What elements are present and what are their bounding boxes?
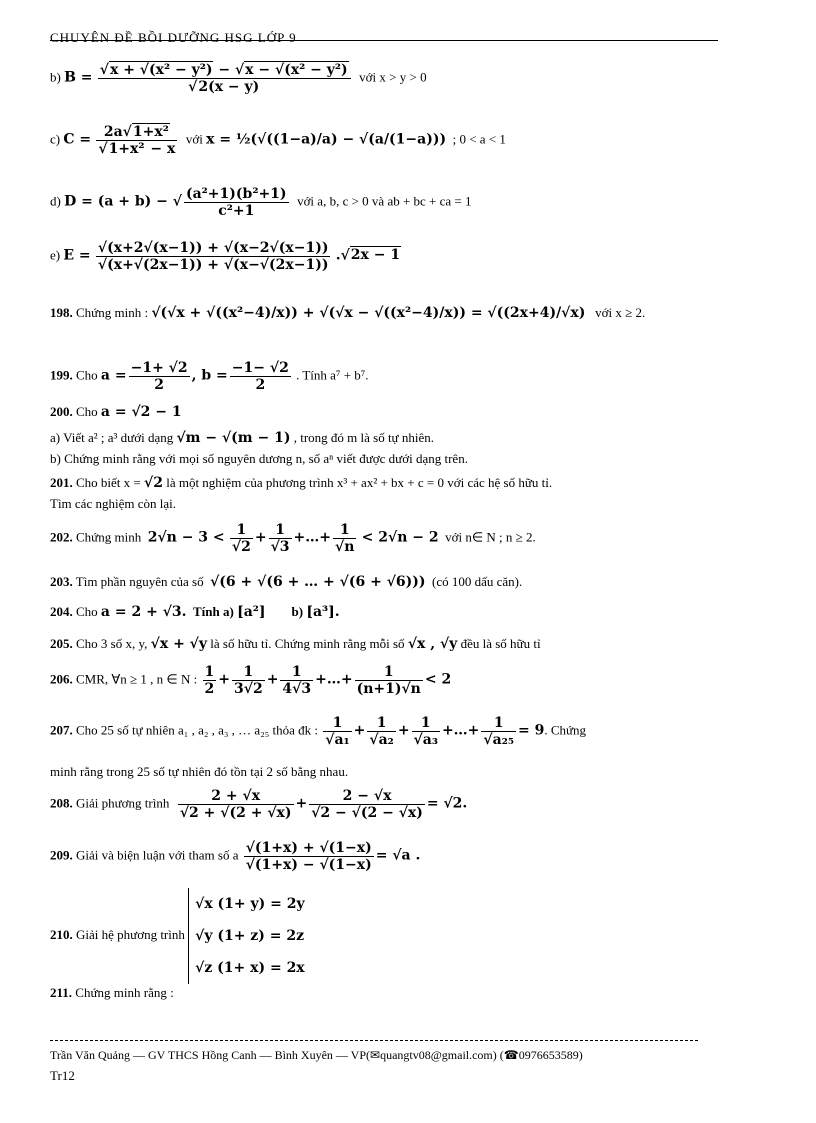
problem-200: 200. Cho a = √2 − 1: [50, 404, 182, 420]
problem-210: 210. Giải hệ phương trình √x (1+ y) = 2y √y (1+ z) = 2z √z (1+ x) = 2x: [50, 888, 305, 984]
problem-208: 208. Giải phương trình $\frac{2 + √x}{√2 + √(2 + √x)}$ + $\frac{2 - √x}{√2 - √(2 - √x)}$ = √2.: [50, 788, 468, 821]
equation-system: √x (1+ y) = 2y √y (1+ z) = 2z √z (1+ x) = 2x: [188, 888, 305, 984]
problem-204: 204. Cho a = 2 + √3. Tính a) [a²] b) [a³].: [50, 604, 340, 620]
problem-207-line2: minh rằng trong 25 số tự nhiên đó tồn tại 2 số bằng nhau.: [50, 764, 349, 779]
problem-203: 203. Tìm phần nguyên của số √(6 + √(6 + … + √(6 + √6))) (có 100 dấu căn).: [50, 574, 523, 590]
problem-202: 202. Chứng minh 2√n − 3 < $\frac{1}{√2}$ + $\frac{1}{√3}$ +…+ $\frac{1}{√n}$ < 2√n − 2 với n∈ N ; n ≥ 2.: [50, 522, 536, 555]
problem-199: 199. Cho a = $\frac{-1+ √2}{2}$ , b = $\frac{-1- √2}{2}$ . Tính a⁷ + b⁷.: [50, 360, 369, 393]
header-rule: [50, 40, 718, 41]
item-c: c) C = $\frac{\text{2a√1+x²}}{\text{√1+x² − x}}$ với x = ½(√((1−a)/a) − √(a/(1−a))) ; 0 < a < 1: [50, 124, 506, 157]
problem-201: 201. Cho biết x = √2 là một nghiệm của phương trình x³ + ax² + bx + c = 0 với các hệ số hữu tỉ.: [50, 475, 553, 491]
problem-200-a: a) Viết a² ; a³ dưới dạng √m − √(m − 1) , trong đó m là số tự nhiên.: [50, 430, 434, 446]
page-number: Tr12: [50, 1068, 75, 1083]
problem-201-line2: Tìm các nghiệm còn lại.: [50, 496, 176, 511]
problem-207: 207. Cho 25 số tự nhiên a₁ , a₂ , a₃ , … a₂₅ thỏa đk : $\frac{1}{\text{√a₁}}$ + $\frac{1}{\text{√a₂}}$ + $\frac{1}{\text{√a₃}}$ +…+ $\frac{1}{\text{√a₂₅}}$ = 9. Chứng: [50, 715, 587, 748]
problem-205: 205. Cho 3 số x, y, √x + √y là số hữu tỉ. Chứng minh rằng mỗi số √x , √y đều là số hữu tỉ: [50, 636, 541, 652]
problem-198: 198. Chứng minh : √(√x + √((x²−4)/x)) + √(√x − √((x²−4)/x)) = √((2x+4)/√x) với x ≥ 2.: [50, 305, 646, 321]
problem-211: 211. Chứng minh rằng :: [50, 985, 174, 1000]
footer-author: Trần Văn Quảng — GV THCS Hồng Canh — Bình Xuyên — VP(✉quangtv08@gmail.com) (☎0976653589): [50, 1048, 583, 1062]
problem-209: 209. Giải và biện luận với tham số a $\frac{√(1+x) + √(1-x)}{√(1+x) - √(1-x)}$ = √a .: [50, 840, 421, 873]
page-header: CHUYÊN ĐỀ BỒI DƯỠNG HSG LỚP 9: [50, 30, 297, 45]
item-d: d) D = (a + b) − √ $\frac{\text{(a²+1)(b²+1)}}{\text{c²+1}}$ với a, b, c > 0 và ab + bc + ca = 1: [50, 186, 472, 219]
problem-206: 206. CMR, ∀n ≥ 1 , n ∈ N : $\frac{1}{2}$ + $\frac{1}{3√2}$ + $\frac{1}{4√3}$ +…+ $\frac{1}{(n+1)√n}$ < 2: [50, 664, 452, 697]
item-b: b) B = $\frac{\text{√x + √(x² − y²) − √x − √(x² − y²)}}{√2(x - y)}$ với x > y > 0: [50, 62, 427, 95]
footer-rule: [50, 1040, 698, 1041]
problem-200-b: b) Chứng minh rằng với mọi số nguyên dương n, số aⁿ viết được dưới dạng trên.: [50, 451, 468, 466]
item-e: e) E = $\frac{√(x+2√(x-1)) + √(x-2√(x-1))}{√(x+√(2x-1)) + √(x-√(2x-1))}$ .√2x − 1: [50, 240, 401, 273]
